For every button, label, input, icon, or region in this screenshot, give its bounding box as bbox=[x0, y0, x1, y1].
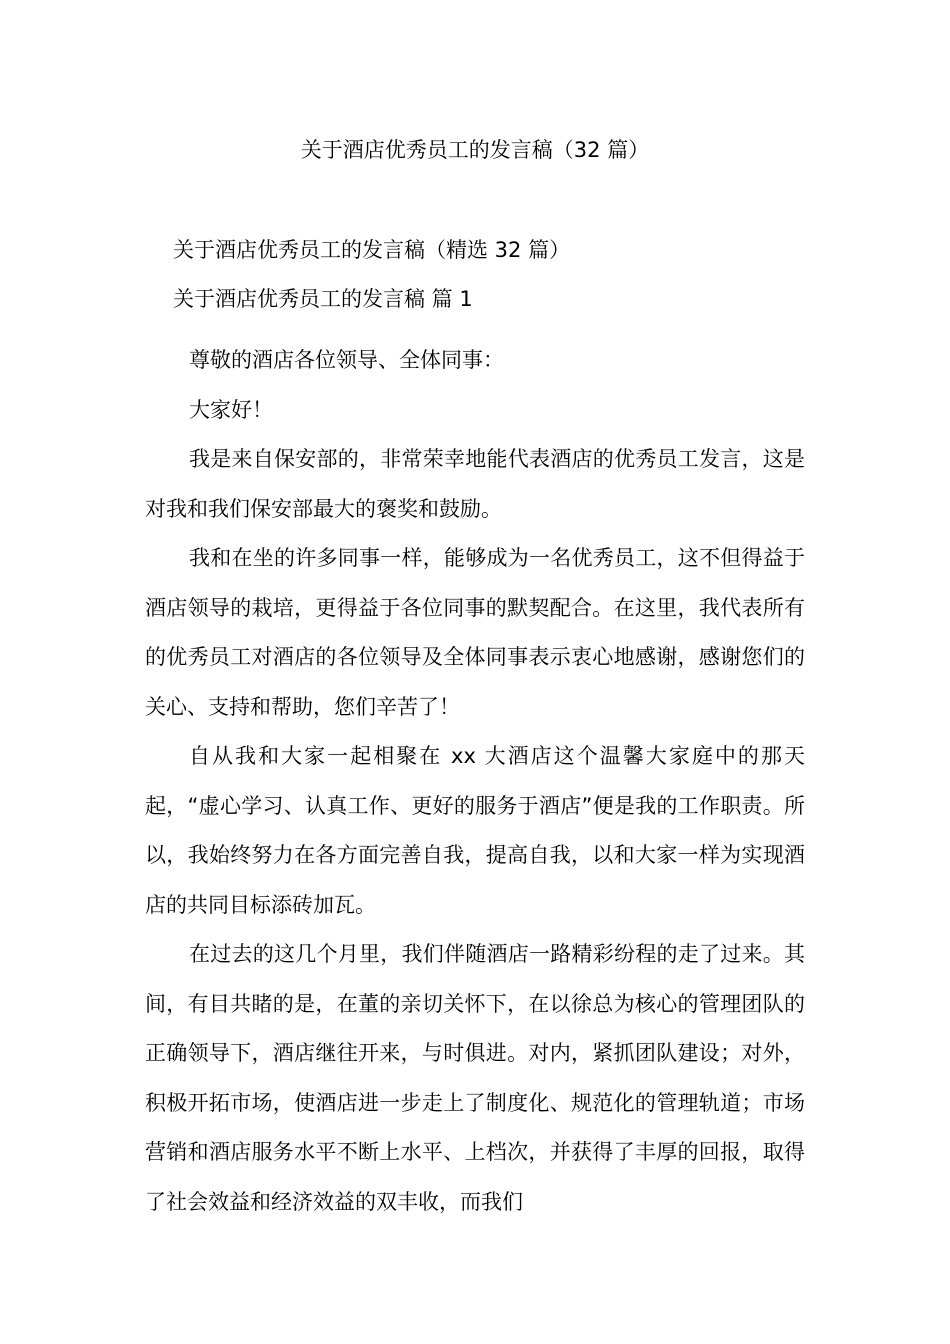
document-body bbox=[145, 336, 805, 1227]
paragraph-thanks: 我和在坐的许多同事一样，能够成为一名优秀员工，这不但得益于酒店领导的栽培，更得益于各位同事的默契配合。在这里，我代表所有的优秀员工对酒店的各位领导及全体同事表示衷心地感谢，感谢您们的关心、支持和帮助，您们辛苦了！ bbox=[145, 546, 805, 719]
document-subtitle: 关于酒店优秀员工的发言稿（精选 32 篇） bbox=[173, 238, 571, 262]
paragraph-introduction: 我是来自保安部的，非常荣幸地能代表酒店的优秀员工发言，这是对我和我们保安部最大的褒奖和鼓励。 bbox=[145, 447, 805, 521]
section-heading: 关于酒店优秀员工的发言稿 篇 1 bbox=[173, 287, 473, 311]
paragraph-salutation: 尊敬的酒店各位领导、全体同事： bbox=[189, 348, 504, 372]
paragraph-duty: 自从我和大家一起相聚在 xx 大酒店这个温馨大家庭中的那天起，“虚心学习、认真工作、更好的服务于酒店”便是我的工作职责。所以，我始终努力在各方面完善自我，提高自我，以和大家一样为实现酒店的共同目标添砖加瓦。 bbox=[145, 744, 805, 917]
document-title: 关于酒店优秀员工的发言稿（32 篇） bbox=[300, 138, 650, 162]
paragraph-greeting: 大家好！ bbox=[189, 397, 273, 422]
paragraph-review: 在过去的这几个月里，我们伴随酒店一路精彩纷程的走了过来。其间，有目共睹的是，在董的亲切关怀下，在以徐总为核心的管理团队的正确领导下，酒店继往开来，与时俱进。对内，紧抓团队建设；对外，积极开拓市场，使酒店进一步走上了制度化、规范化的管理轨道；市场营销和酒店服务水平不断上水平、上档次，并获得了丰厚的回报，取得了社会效益和经济效益的双丰收，而我们 bbox=[145, 942, 805, 1214]
